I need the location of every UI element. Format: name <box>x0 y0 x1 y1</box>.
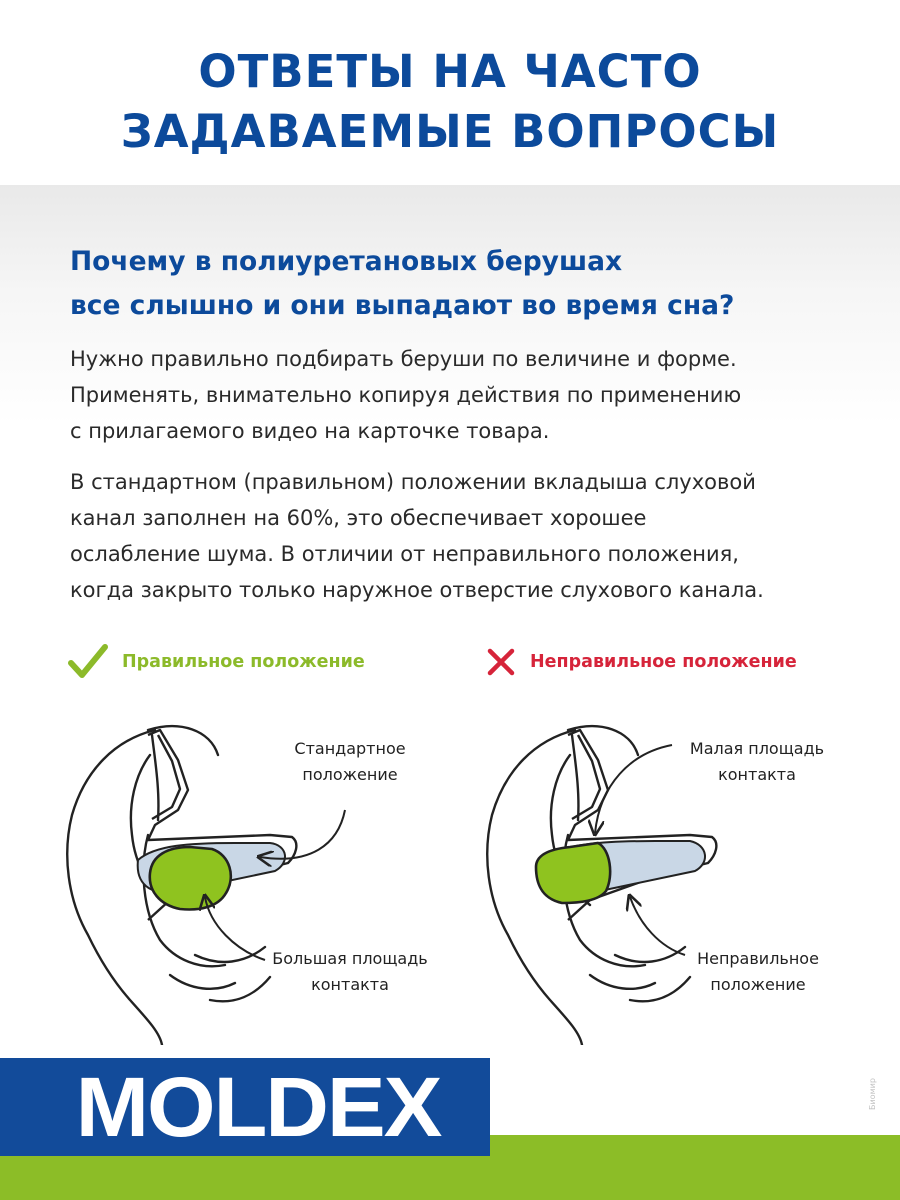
answer-line: когда закрыто только наружное отверстие слухового канала. <box>70 578 764 602</box>
incorrect-position-label: Неправильное положение <box>530 652 797 672</box>
callout-line: Стандартное <box>294 739 406 758</box>
callout-line: контакта <box>718 765 796 784</box>
earplug-correct <box>150 847 231 909</box>
page-title <box>0 42 900 162</box>
answer-line: ослабление шума. В отличии от неправильного положения, <box>70 542 739 566</box>
checkmark-icon <box>68 644 108 680</box>
cross-icon <box>486 647 516 677</box>
callout-large-contact-area <box>260 946 440 998</box>
incorrect-position-header <box>486 640 797 684</box>
callout-arrow-bottom <box>205 897 265 960</box>
answer-line: Нужно правильно подбирать беруши по величине и форме. <box>70 347 737 371</box>
callout-line: Неправильное <box>697 949 819 968</box>
earplug-incorrect <box>536 843 610 903</box>
moldex-logo: MOLDEX <box>75 1059 441 1154</box>
page-title-line-2: ЗАДАВАЕМЫЕ ВОПРОСЫ <box>120 105 780 158</box>
callout-standard-position <box>270 736 430 788</box>
faq-question-line-1: Почему в полиуретановых берушах <box>70 246 623 277</box>
answer-line: Применять, внимательно копируя действия по применению <box>70 383 742 407</box>
callout-line: положение <box>302 765 398 784</box>
callout-line: положение <box>710 975 806 994</box>
answer-line: с прилагаемого видео на карточке товара. <box>70 419 550 443</box>
callout-incorrect-position <box>678 946 838 998</box>
correct-position-label: Правильное положение <box>122 652 365 672</box>
answer-paragraph-2 <box>70 464 870 608</box>
callout-arrow-bottom <box>630 897 685 955</box>
answer-line: В стандартном (правильном) положении вкладыша слуховой <box>70 470 756 494</box>
correct-position-header <box>68 640 365 684</box>
callout-small-contact-area <box>672 736 842 788</box>
callout-line: Малая площадь <box>689 739 825 758</box>
page-title-line-1: ОТВЕТЫ НА ЧАСТО <box>198 45 702 98</box>
callout-line: Большая площадь <box>272 949 428 968</box>
callout-line: контакта <box>311 975 389 994</box>
faq-question-line-2: все слышно и они выпадают во время сна? <box>70 290 735 321</box>
faq-question <box>70 240 850 328</box>
image-credit: Биомир <box>868 1078 877 1110</box>
answer-line: канал заполнен на 60%, это обеспечивает хорошее <box>70 506 647 530</box>
answer-paragraph-1 <box>70 341 870 449</box>
